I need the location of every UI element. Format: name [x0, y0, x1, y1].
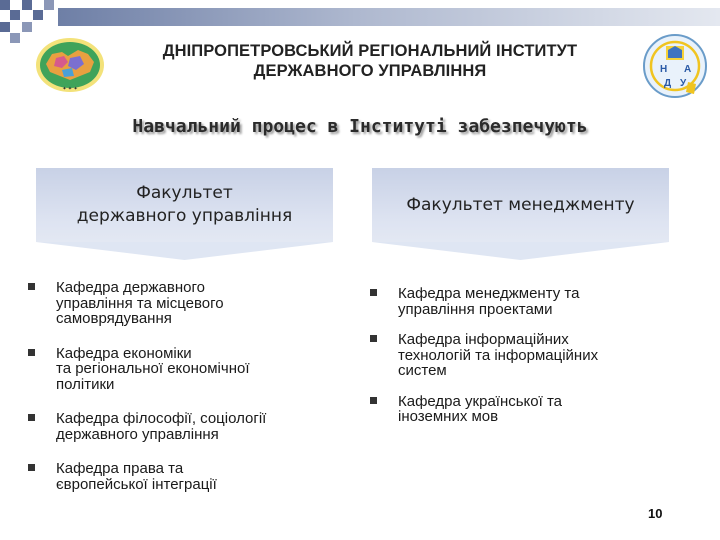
- dept-line: іноземних мов: [398, 408, 499, 425]
- dept-line: Кафедра економіки: [56, 344, 192, 362]
- dept-line: управління та місцевого: [56, 294, 224, 312]
- faculty-1-arrow: [36, 242, 333, 262]
- dept-line: державного управління: [56, 425, 219, 443]
- nadu-letter-d: Д: [664, 78, 672, 89]
- dept-line: європейської інтеграції: [56, 475, 217, 493]
- list-item: [22, 461, 342, 492]
- list-item: [22, 280, 342, 327]
- dept-line: Кафедра філософії, соціології: [56, 410, 267, 427]
- list-item: [22, 411, 342, 442]
- dept-line: систем: [398, 362, 447, 379]
- square-bullet-icon: [28, 283, 35, 290]
- square-bullet-icon: [28, 414, 35, 421]
- dept-line: управління проектами: [398, 300, 553, 318]
- faculty-2-line1: Факультет менеджменту: [406, 194, 635, 215]
- list-item: [22, 346, 342, 393]
- nadu-letter-n: Н: [660, 64, 668, 75]
- dept-line: політики: [56, 375, 115, 393]
- faculty-2-departments: [364, 286, 694, 425]
- header-bar: [58, 8, 720, 26]
- list-item: [364, 394, 694, 425]
- dept-line: Кафедра права та: [56, 460, 184, 477]
- dept-line: Кафедра української та: [398, 392, 563, 410]
- square-bullet-icon: [28, 349, 35, 356]
- page-number: 10: [648, 506, 663, 521]
- square-bullet-icon: [370, 289, 377, 296]
- dept-line: технологій та інформаційних: [398, 346, 599, 364]
- list-item: [364, 286, 694, 317]
- list-item: [364, 332, 694, 379]
- institute-title-line2: ДЕРЖАВНОГО УПРАВЛІННЯ: [253, 62, 487, 80]
- faculty-1-line2: державного управління: [76, 206, 293, 226]
- square-bullet-icon: [370, 335, 377, 342]
- dept-line: Кафедра державного: [56, 279, 205, 296]
- institute-title-line1: ДНІПРОПЕТРОВСЬКИЙ РЕГІОНАЛЬНИЙ ІНСТИТУТ: [162, 42, 578, 60]
- faculty-public-administration-box: [36, 168, 333, 242]
- dept-line: самоврядування: [56, 310, 172, 327]
- faculty-management-box: [372, 168, 669, 242]
- faculty-1-departments: [22, 280, 342, 492]
- dept-line: та регіональної економічної: [56, 360, 250, 377]
- nadu-letter-u: У: [680, 78, 687, 89]
- nadu-emblem-logo: [640, 32, 710, 104]
- institute-title: [110, 41, 630, 81]
- square-bullet-icon: [370, 397, 377, 404]
- slide-subtitle: Навчальний процес в Інституті забезпечують: [132, 116, 588, 137]
- nadu-letter-a: А: [684, 64, 692, 75]
- dept-line: Кафедра менеджменту та: [398, 285, 580, 302]
- faculty-2-arrow: [372, 242, 669, 262]
- institute-map-logo: [34, 36, 106, 94]
- faculty-1-line1: Факультет: [136, 183, 233, 203]
- svg-text:✦ ✦ ✦: ✦ ✦ ✦: [62, 86, 78, 92]
- dept-line: Кафедра інформаційних: [398, 331, 569, 348]
- square-bullet-icon: [28, 464, 35, 471]
